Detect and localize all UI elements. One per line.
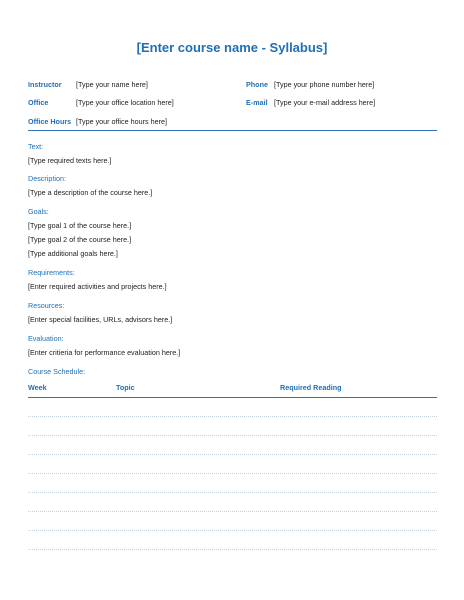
- description-heading: Description:: [28, 174, 66, 183]
- table-row[interactable]: [28, 549, 437, 550]
- schedule-heading: Course Schedule:: [28, 367, 86, 376]
- table-row[interactable]: [28, 416, 437, 417]
- evaluation-heading: Evaluation:: [28, 334, 64, 343]
- requirements-body[interactable]: [Enter required activities and projects here.]: [28, 282, 167, 291]
- office-hours-field[interactable]: [Type your office hours here]: [76, 117, 167, 126]
- office-hours-label: Office Hours: [28, 117, 72, 126]
- table-row[interactable]: [28, 473, 437, 474]
- table-row[interactable]: [28, 492, 437, 493]
- page-title[interactable]: [Enter course name - Syllabus]: [136, 40, 328, 55]
- column-header-week: Week: [28, 383, 47, 392]
- description-body[interactable]: [Type a description of the course here.]: [28, 188, 153, 197]
- email-label: E-mail: [246, 98, 268, 107]
- table-row[interactable]: [28, 530, 437, 531]
- phone-field[interactable]: [Type your phone number here]: [274, 80, 375, 89]
- table-row[interactable]: [28, 511, 437, 512]
- goals-heading: Goals:: [28, 207, 49, 216]
- column-header-required-reading: Required Reading: [280, 383, 342, 392]
- phone-label: Phone: [246, 80, 268, 89]
- table-row[interactable]: [28, 454, 437, 455]
- schedule-header-divider: [28, 397, 437, 398]
- office-label: Office: [28, 98, 49, 107]
- instructor-label: Instructor: [28, 80, 62, 89]
- requirements-heading: Requirements:: [28, 268, 75, 277]
- evaluation-body[interactable]: [Enter critieria for performance evaluation here.]: [28, 348, 181, 357]
- text-body[interactable]: [Type required texts here.]: [28, 156, 112, 165]
- goal-3[interactable]: [Type additional goals here.]: [28, 249, 118, 258]
- resources-heading: Resources:: [28, 301, 65, 310]
- goal-1[interactable]: [Type goal 1 of the course here.]: [28, 221, 132, 230]
- table-row[interactable]: [28, 435, 437, 436]
- email-field[interactable]: [Type your e-mail address here]: [274, 98, 376, 107]
- goal-2[interactable]: [Type goal 2 of the course here.]: [28, 235, 132, 244]
- resources-body[interactable]: [Enter special facilities, URLs, advisors here.]: [28, 315, 173, 324]
- office-field[interactable]: [Type your office location here]: [76, 98, 174, 107]
- text-heading: Text:: [28, 142, 44, 151]
- column-header-topic: Topic: [116, 383, 135, 392]
- instructor-field[interactable]: [Type your name here]: [76, 80, 148, 89]
- header-divider: [28, 130, 437, 131]
